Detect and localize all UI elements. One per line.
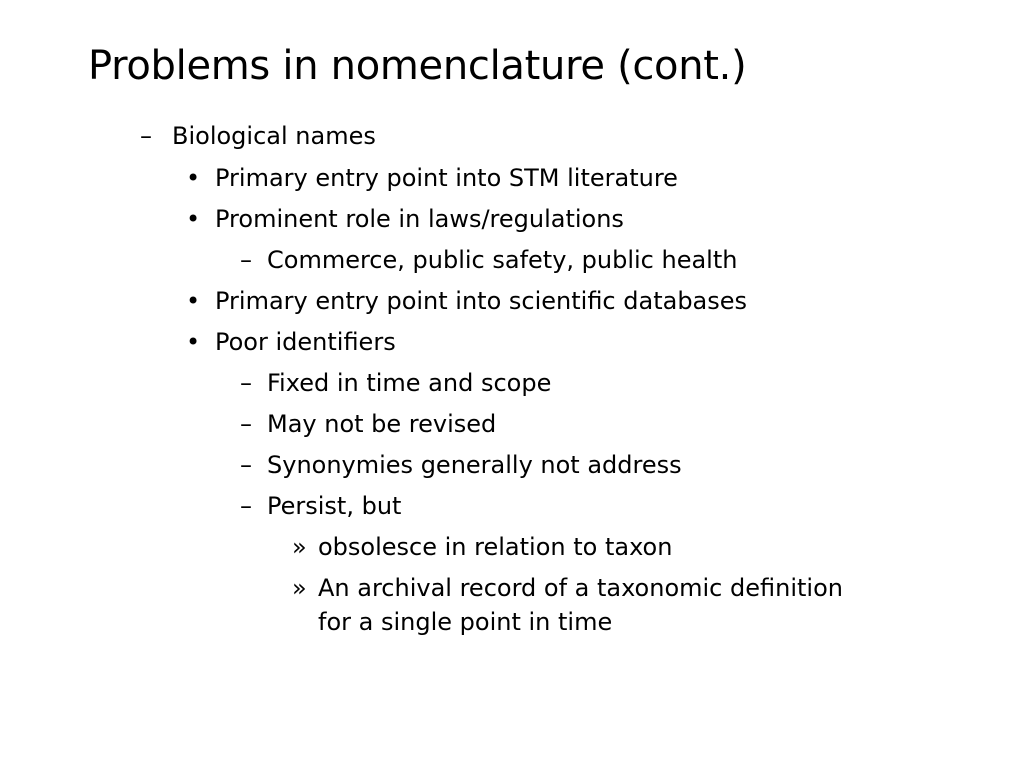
list-item-text: An archival record of a taxonomic definition — [318, 574, 843, 602]
list-item — [292, 530, 672, 564]
list-item-text: Fixed in time and scope — [267, 369, 552, 397]
list-item — [186, 202, 624, 236]
dash-marker: – — [240, 369, 252, 397]
list-item — [240, 243, 737, 277]
bullet-marker: • — [186, 205, 201, 233]
list-item-text: for a single point in time — [318, 608, 613, 636]
raquo-marker: » — [292, 574, 307, 602]
list-item — [186, 161, 678, 195]
list-item-continuation — [292, 605, 612, 639]
list-item-text: Commerce, public safety, public health — [267, 246, 738, 274]
bullet-marker: • — [186, 328, 201, 356]
slide-title: Problems in nomenclature (cont.) — [88, 43, 747, 89]
list-item — [186, 284, 747, 318]
list-item-text: Synonymies generally not address — [267, 451, 682, 479]
list-item-text: Biological names — [172, 122, 376, 150]
list-item-text: Primary entry point into STM literature — [215, 164, 678, 192]
list-item-text: May not be revised — [267, 410, 497, 438]
list-item — [140, 119, 376, 153]
bullet-marker: • — [186, 287, 201, 315]
list-item-text: Poor identifiers — [215, 328, 396, 356]
bullet-marker: • — [186, 164, 201, 192]
dash-marker: – — [240, 246, 252, 274]
list-item — [240, 489, 401, 523]
dash-marker: – — [140, 122, 152, 150]
list-item-text: Prominent role in laws/regulations — [215, 205, 624, 233]
list-item — [186, 325, 396, 359]
list-item — [292, 571, 843, 605]
list-item — [240, 407, 496, 441]
list-item-text: Persist, but — [267, 492, 402, 520]
dash-marker: – — [240, 410, 252, 438]
list-item-text: Primary entry point into scientific databases — [215, 287, 748, 315]
dash-marker: – — [240, 451, 252, 479]
dash-marker: – — [240, 492, 252, 520]
list-item — [240, 448, 682, 482]
list-item-text: obsolesce in relation to taxon — [318, 533, 673, 561]
list-item — [240, 366, 551, 400]
raquo-marker: » — [292, 533, 307, 561]
